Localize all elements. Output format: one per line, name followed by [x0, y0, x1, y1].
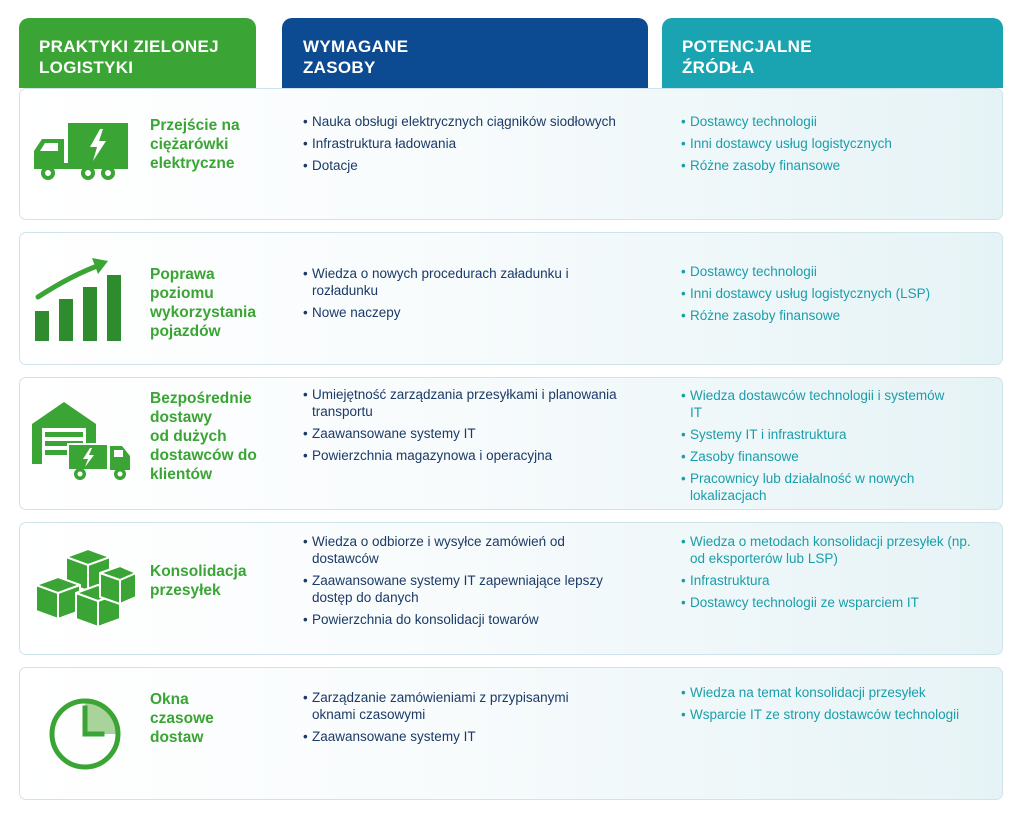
required-resources-list — [303, 113, 633, 179]
resource-item: • Zarządzanie zamówieniami z przypisanymi oknami czasowymi — [303, 689, 613, 723]
potential-sources-list — [681, 263, 996, 329]
header-sources-line-1: POTENCJALNE — [682, 37, 812, 56]
source-item: • Inni dostawcy usług logistycznych — [681, 135, 996, 152]
growth-bar-chart-icon — [30, 249, 140, 349]
header-resources — [282, 18, 648, 88]
practice-title-line: wykorzystania — [150, 304, 256, 321]
practice-title-line: przesyłek — [150, 582, 221, 599]
practice-title — [150, 265, 290, 341]
source-item: • Różne zasoby finansowe — [681, 157, 996, 174]
required-resources-list — [303, 265, 633, 326]
source-item: • Różne zasoby finansowe — [681, 307, 996, 324]
required-resources-list — [303, 689, 613, 750]
practice-title — [150, 116, 290, 173]
practice-title-line: elektryczne — [150, 155, 235, 172]
practice-row-electric-trucks — [19, 88, 1003, 220]
source-item: • Pracownicy lub działalność w nowych lokalizacjach — [681, 470, 951, 504]
source-item: • Wiedza o metodach konsolidacji przesyłek (np. od eksporterów lub LSP) — [681, 533, 981, 567]
practice-title-line: dostaw — [150, 729, 204, 746]
practice-row-direct-deliveries — [19, 377, 1003, 510]
header-practices-line-1: PRAKTYKI ZIELONEJ — [39, 37, 219, 56]
practice-title-line: pojazdów — [150, 323, 221, 340]
header-resources-line-2: ZASOBY — [303, 58, 376, 77]
resource-item: • Wiedza o nowych procedurach załadunku i rozładunku — [303, 265, 633, 299]
resource-item: • Nauka obsługi elektrycznych ciągników siodłowych — [303, 113, 633, 130]
practice-title — [150, 389, 290, 484]
resource-item: • Zaawansowane systemy IT — [303, 425, 633, 442]
stacked-boxes-icon — [30, 539, 140, 639]
header-practices-line-2: LOGISTYKI — [39, 58, 134, 77]
header-practices — [19, 18, 256, 88]
potential-sources-list — [681, 684, 971, 728]
header-sources-line-2: ŹRÓDŁA — [682, 58, 755, 77]
practice-row-vehicle-utilization — [19, 232, 1003, 365]
resource-item: • Zaawansowane systemy IT zapewniające lepszy dostęp do danych — [303, 572, 603, 606]
source-item: • Dostawcy technologii — [681, 263, 996, 280]
resource-item: • Dotacje — [303, 157, 633, 174]
header-sources — [662, 18, 1003, 88]
warehouse-truck-icon — [30, 396, 140, 496]
practice-title-line: Bezpośrednie — [150, 390, 252, 407]
practice-row-delivery-time-windows — [19, 667, 1003, 800]
source-item: • Wiedza dostawców technologii i systemów IT — [681, 387, 951, 421]
source-item: • Infrastruktura — [681, 572, 981, 589]
practice-title-line: klientów — [150, 466, 213, 483]
practice-title-line: Okna — [150, 691, 189, 708]
source-item: • Wiedza na temat konsolidacji przesyłek — [681, 684, 971, 701]
resource-item: • Nowe naczepy — [303, 304, 633, 321]
source-item: • Systemy IT i infrastruktura — [681, 426, 951, 443]
resource-item: • Powierzchnia do konsolidacji towarów — [303, 611, 603, 628]
practice-title-line: dostawców do — [150, 447, 257, 464]
practice-title-line: Przejście na — [150, 117, 240, 134]
resource-item: • Infrastruktura ładowania — [303, 135, 633, 152]
potential-sources-list — [681, 113, 996, 179]
potential-sources-list — [681, 387, 951, 509]
practice-title-line: dostawy — [150, 409, 213, 426]
source-item: • Dostawcy technologii — [681, 113, 996, 130]
practice-title-line: ciężarówki — [150, 136, 229, 153]
potential-sources-list — [681, 533, 981, 616]
practice-title-line: od dużych — [150, 428, 227, 445]
practice-title-line: Konsolidacja — [150, 563, 247, 580]
clock-icon — [30, 684, 140, 784]
source-item: • Dostawcy technologii ze wsparciem IT — [681, 594, 981, 611]
resource-item: • Wiedza o odbiorze i wysyłce zamówień od dostawców — [303, 533, 603, 567]
practice-row-shipment-consolidation — [19, 522, 1003, 655]
practice-title-line: Poprawa — [150, 266, 215, 283]
required-resources-list — [303, 533, 603, 633]
electric-truck-icon — [30, 101, 140, 201]
source-item: • Wsparcie IT ze strony dostawców technologii — [681, 706, 971, 723]
resource-item: • Umiejętność zarządzania przesyłkami i planowania transportu — [303, 386, 633, 420]
practice-title-line: poziomu — [150, 285, 214, 302]
practice-title — [150, 562, 290, 600]
practice-title — [150, 690, 290, 747]
header-resources-line-1: WYMAGANE — [303, 37, 409, 56]
practice-title-line: czasowe — [150, 710, 214, 727]
source-item: • Inni dostawcy usług logistycznych (LSP) — [681, 285, 996, 302]
resource-item: • Zaawansowane systemy IT — [303, 728, 613, 745]
required-resources-list — [303, 386, 633, 469]
resource-item: • Powierzchnia magazynowa i operacyjna — [303, 447, 633, 464]
source-item: • Zasoby finansowe — [681, 448, 951, 465]
